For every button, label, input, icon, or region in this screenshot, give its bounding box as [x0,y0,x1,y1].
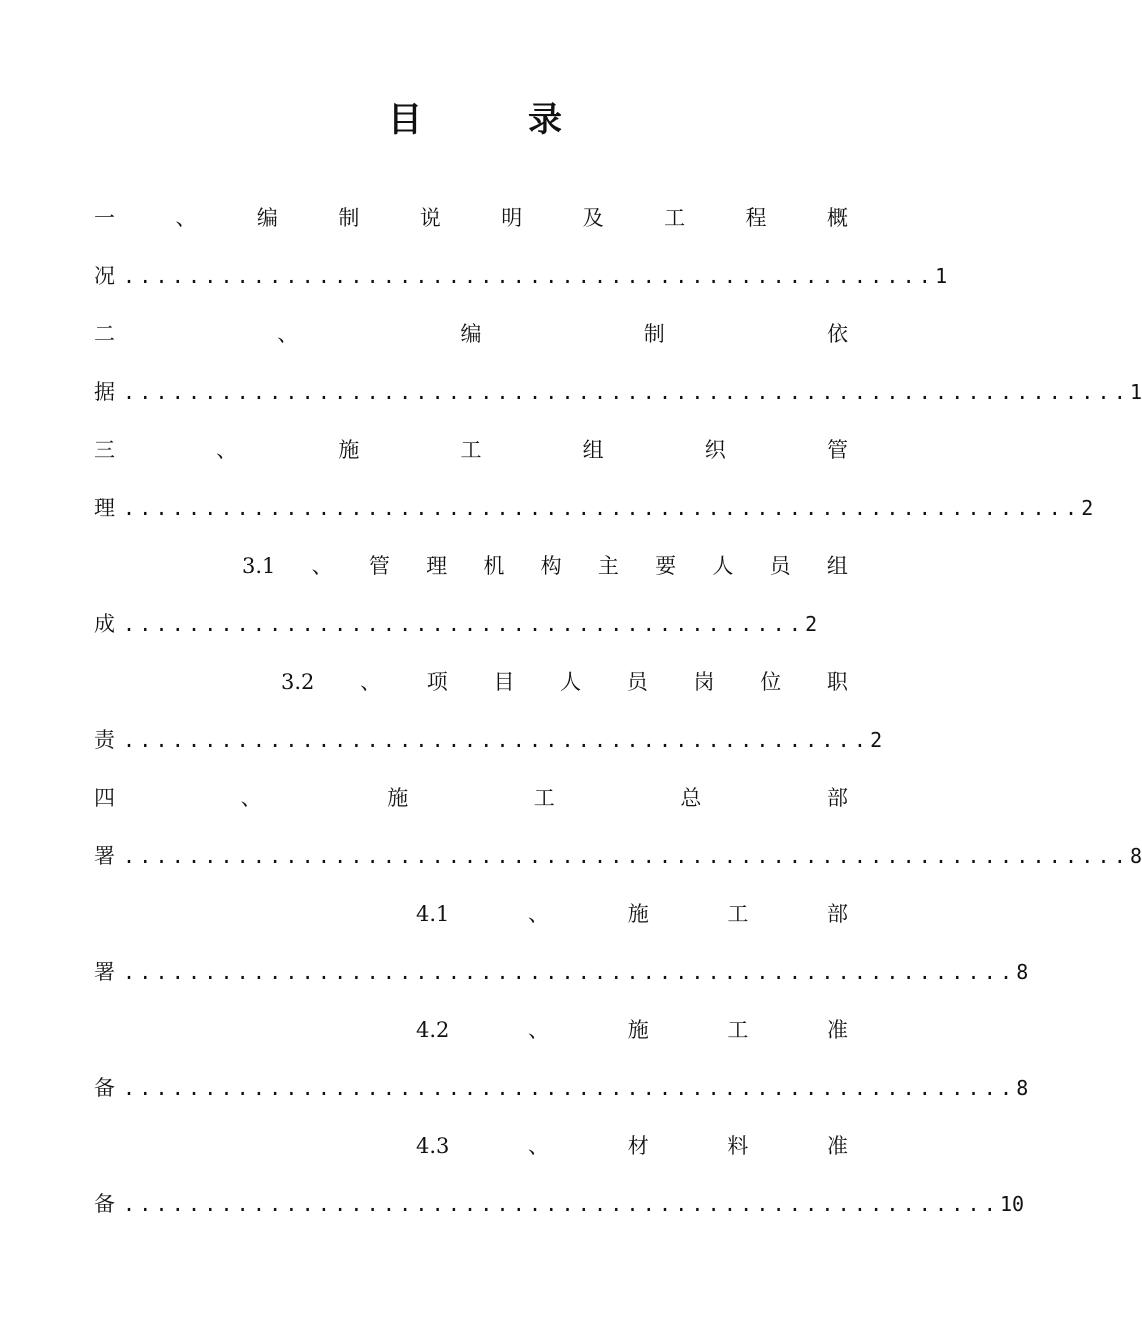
toc-tail-char: 署 [94,960,115,984]
toc-char: 3.1 [242,554,276,578]
toc-leader-dots: ....................................................... [123,960,1017,984]
toc-char: 材 [627,1134,649,1158]
toc-page-number: 1 [1129,380,1142,404]
toc-tail-char: 理 [94,496,115,520]
toc-char: 人 [560,670,582,694]
toc-entry-3-2-tail[interactable] [94,725,882,755]
toc-entry-2-head [94,319,848,349]
toc-char: 依 [827,322,848,346]
toc-page-number: 2 [805,612,818,636]
toc-tail-char: 责 [94,728,115,752]
toc-entry-3-tail[interactable] [94,493,1093,523]
toc-char: 组 [826,554,848,578]
toc-entry-4-1-head [416,899,848,929]
toc-char: 制 [643,322,665,346]
toc-char: 主 [597,554,619,578]
toc-page-number: 2 [870,728,883,752]
toc-char: 人 [712,554,734,578]
toc-char: 制 [338,206,360,230]
toc-entry-3-1-tail[interactable] [94,609,817,639]
toc-char: 员 [626,670,648,694]
toc-char: 、 [528,1018,550,1042]
toc-char: 管 [368,554,390,578]
toc-char: 、 [311,554,333,578]
toc-char: 构 [540,554,562,578]
toc-char: 准 [826,1134,848,1158]
toc-entry-4-tail[interactable] [94,841,1142,871]
toc-char: 料 [727,1134,749,1158]
toc-char: 施 [387,786,409,810]
toc-entry-3-2-head [281,667,848,697]
toc-title: 目 录 [388,100,598,140]
toc-page-number: 8 [1016,960,1029,984]
toc-char: 要 [655,554,677,578]
toc-char: 项 [426,670,448,694]
toc-char: 编 [256,206,278,230]
toc-char: 编 [460,322,482,346]
toc-char: 工 [664,206,686,230]
toc-page-number: 2 [1081,496,1094,520]
toc-char: 准 [826,1018,848,1042]
toc-leader-dots: .............................................................. [123,844,1130,868]
toc-char: 施 [627,1018,649,1042]
toc-entry-2-tail[interactable] [94,377,1142,407]
toc-char: 3.2 [281,670,315,694]
toc-char: 一 [94,206,115,230]
toc-page-number: 1 [935,264,948,288]
toc-char: 4.2 [416,1018,450,1042]
toc-tail-char: 成 [94,612,115,636]
toc-char: 职 [826,670,848,694]
toc-entry-3-1-head [242,551,848,581]
toc-char: 、 [277,322,299,346]
toc-entry-4-head [94,783,848,813]
toc-char: 、 [360,670,382,694]
toc-tail-char: 备 [94,1076,115,1100]
toc-char: 目 [493,670,515,694]
toc-leader-dots: ....................................................... [123,1076,1017,1100]
toc-char: 二 [94,322,115,346]
toc-leader-dots: .......................................... [123,612,806,636]
toc-char: 程 [745,206,767,230]
toc-char: 工 [460,438,482,462]
toc-char: 工 [727,1018,749,1042]
toc-char: 、 [175,206,197,230]
toc-page-number: 8 [1129,844,1142,868]
toc-char: 、 [240,786,262,810]
toc-char: 机 [483,554,505,578]
toc-char: 位 [760,670,782,694]
toc-tail-char: 况 [94,264,115,288]
toc-char: 、 [216,438,238,462]
toc-entry-4-3-tail[interactable] [94,1189,1024,1219]
toc-tail-char: 备 [94,1192,115,1216]
toc-char: 三 [94,438,115,462]
toc-entry-4-3-head [416,1131,848,1161]
toc-char: 说 [419,206,441,230]
toc-leader-dots: ........................................................... [123,496,1082,520]
toc-entry-4-1-tail[interactable] [94,957,1028,987]
toc-char: 员 [769,554,791,578]
toc-char: 、 [528,902,550,926]
toc-char: 组 [582,438,604,462]
toc-char: 明 [501,206,523,230]
toc-entry-4-2-head [416,1015,848,1045]
toc-leader-dots: ...................................................... [123,1192,1001,1216]
toc-char: 及 [582,206,604,230]
toc-char: 岗 [693,670,715,694]
toc-leader-dots: .............................................................. [123,380,1130,404]
toc-char: 四 [94,786,115,810]
toc-char: 总 [680,786,702,810]
toc-char: 施 [338,438,360,462]
toc-char: 概 [826,206,848,230]
toc-char: 部 [826,902,848,926]
toc-entry-4-2-tail[interactable] [94,1073,1028,1103]
toc-leader-dots: .................................................. [123,264,936,288]
toc-entry-3-head [94,435,848,465]
toc-char: 工 [727,902,749,926]
toc-char: 4.3 [416,1134,450,1158]
toc-char: 管 [826,438,848,462]
toc-char: 部 [826,786,848,810]
toc-char: 工 [533,786,555,810]
toc-tail-char: 据 [94,380,115,404]
toc-char: 理 [426,554,448,578]
toc-page-number: 8 [1016,1076,1029,1100]
toc-char: 织 [704,438,726,462]
toc-char: 施 [627,902,649,926]
toc-page-number: 10 [1000,1192,1025,1216]
toc-char: 4.1 [416,902,450,926]
toc-tail-char: 署 [94,844,115,868]
toc-entry-1-head [94,203,848,233]
toc-entry-1-tail[interactable] [94,261,947,291]
toc-char: 、 [528,1134,550,1158]
toc-leader-dots: .............................................. [123,728,871,752]
